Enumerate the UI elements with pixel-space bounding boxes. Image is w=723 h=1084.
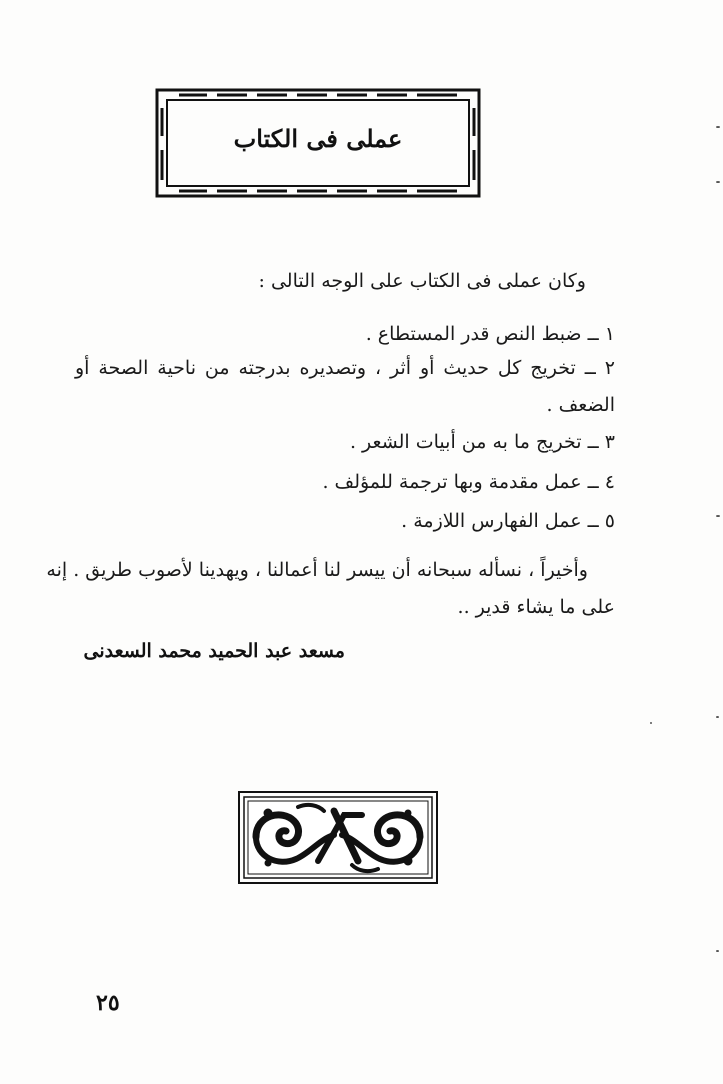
list-item-2-continued: الضعف . (546, 394, 615, 416)
list-item-1: ١ ــ ضبط النص قدر المستطاع . (365, 323, 615, 345)
closing-line-2: على ما يشاء قدير .. (457, 596, 615, 618)
page-number: ٢٥ (96, 990, 120, 1016)
page-title: عملى فى الكتاب (233, 124, 403, 153)
author-signature: مسعد عبد الحميد محمد السعدنى (83, 640, 345, 662)
list-item-3: ٣ ــ تخريج ما به من أبيات الشعر . (349, 431, 615, 453)
arabesque-icon (238, 791, 438, 884)
list-item-2: ٢ ــ تخريج كل حديث أو أثر ، وتصديره بدرجته من ناحية الصحة أو (75, 357, 615, 379)
scan-speck (716, 950, 719, 952)
intro-text: وكان عملى فى الكتاب على الوجه التالى : (258, 270, 586, 292)
list-item-5: ٥ ــ عمل الفهارس اللازمة . (401, 510, 615, 532)
scan-speck (716, 515, 720, 517)
scan-speck (716, 716, 719, 718)
scan-speck (650, 722, 652, 724)
scan-speck (716, 126, 720, 128)
closing-line-1: وأخيراً ، نسأله سبحانه أن ييسر لنا أعمالنا ، ويهدينا لأصوب طريق . إنه (46, 559, 588, 581)
list-item-4: ٤ ــ عمل مقدمة وبها ترجمة للمؤلف . (322, 471, 615, 493)
title-frame (155, 88, 481, 198)
scan-speck (716, 181, 720, 183)
decorative-ornament (238, 791, 438, 884)
